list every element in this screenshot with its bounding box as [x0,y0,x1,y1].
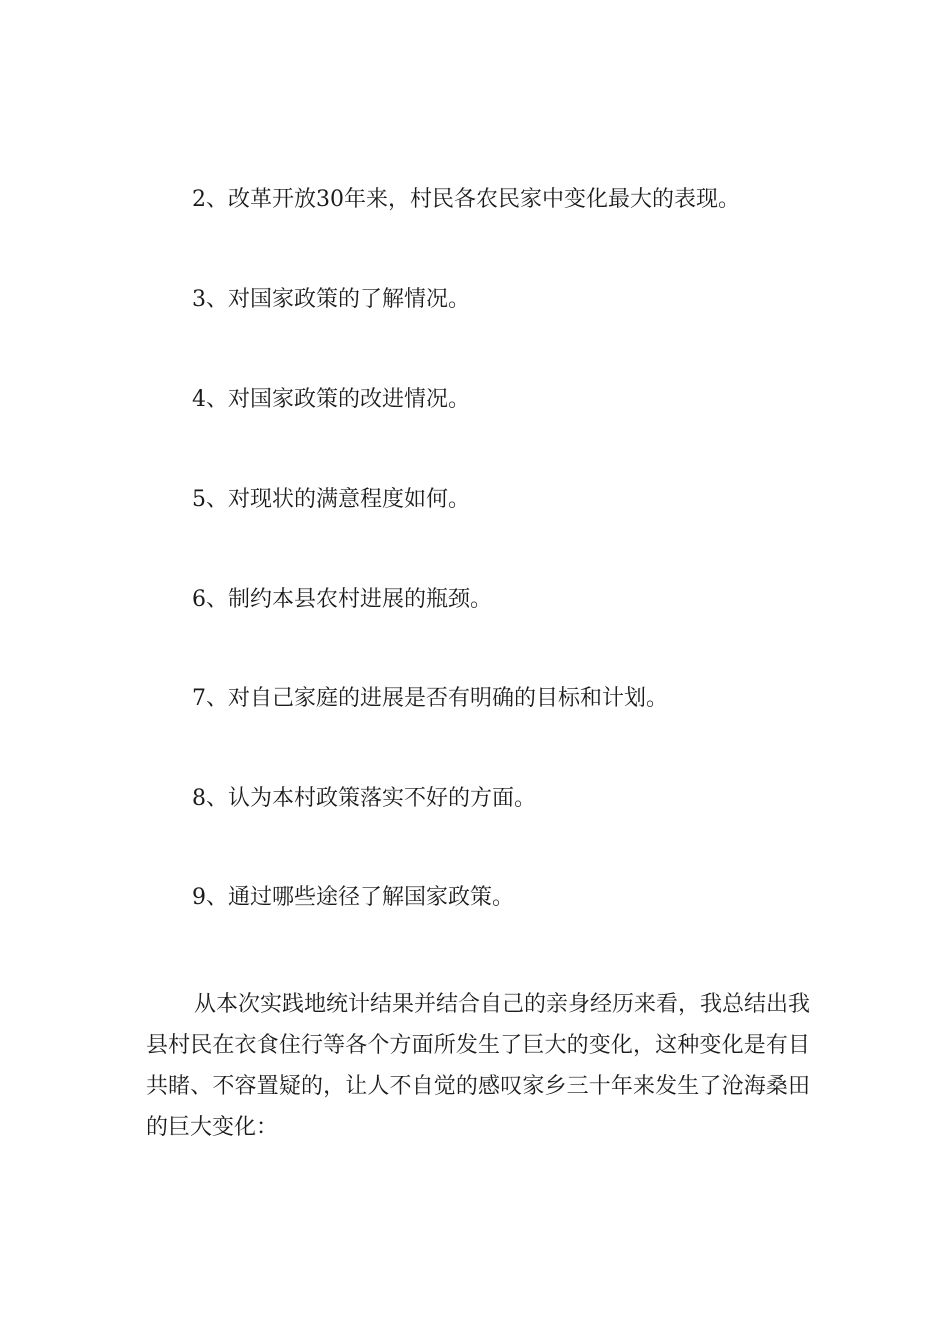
list-item-9: 9、通过哪些途径了解国家政策。 [192,885,514,910]
list-item-7: 7、对自己家庭的进展是否有明确的目标和计划。 [192,686,668,711]
body-paragraph: 从本次实践地统计结果并结合自己的亲身经历来看，我总结出我县村民在衣食住行等各个方面所发生了巨大的变化，这种变化是有目共睹、不容置疑的，让人不自觉的感叹家乡三十年来发生了沧海桑田的巨大变化： [146,992,811,1140]
list-item-5: 5、对现状的满意程度如何。 [192,487,470,512]
list-item-6: 6、制约本县农村进展的瓶颈。 [192,587,492,612]
list-item-4: 4、对国家政策的改进情况。 [192,387,470,412]
list-item-3: 3、对国家政策的了解情况。 [192,287,470,312]
list-item-2: 2、改革开放30年来，村民各农民家中变化最大的表现。 [192,187,740,212]
list-item-8: 8、认为本村政策落实不好的方面。 [192,786,536,811]
